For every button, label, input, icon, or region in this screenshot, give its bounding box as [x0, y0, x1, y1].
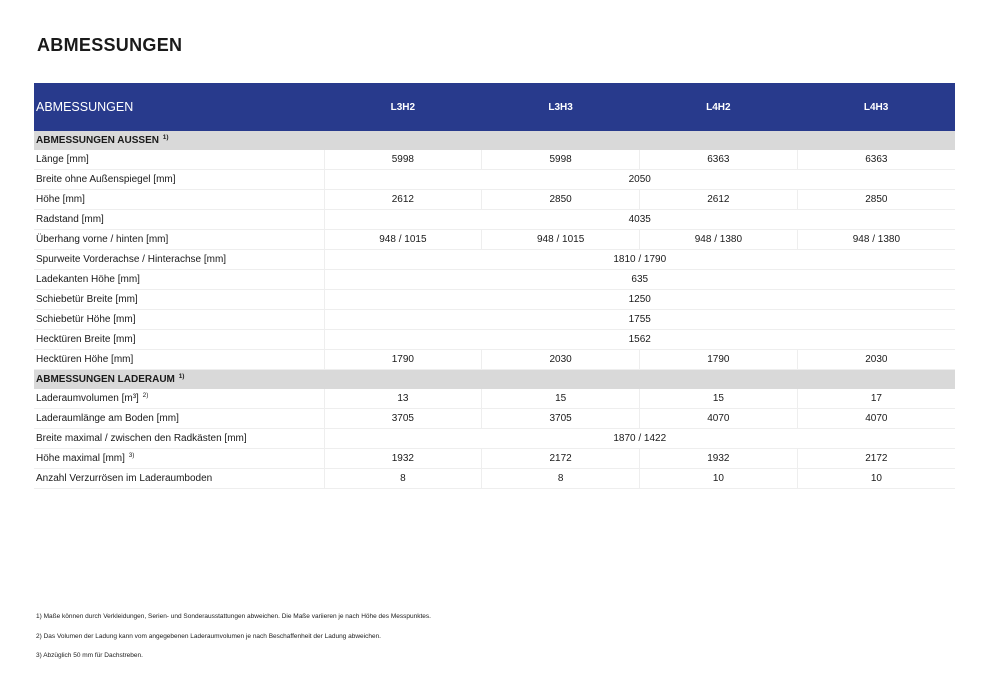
cell-value-span: 1810 / 1790	[324, 250, 955, 270]
table-row	[34, 210, 955, 230]
table-header-row	[34, 83, 955, 131]
table-row	[34, 250, 955, 270]
cell-value: 2030	[482, 350, 640, 370]
row-label-cell	[34, 389, 324, 409]
cell-value-span: 1870 / 1422	[324, 429, 955, 449]
table-row	[34, 310, 955, 330]
variant-header-l4h3: L4H3	[863, 101, 889, 113]
table-row	[34, 290, 955, 310]
table-row	[34, 170, 955, 190]
row-label: Höhe maximal [mm]	[36, 453, 125, 464]
row-label: Radstand [mm]	[34, 210, 324, 230]
cell-value-span: 635	[324, 270, 955, 290]
cell-value: 2612	[324, 190, 482, 210]
footnote-marker: 1)	[162, 134, 169, 141]
cell-value: 1790	[640, 350, 798, 370]
footnote-marker: 3)	[128, 452, 135, 459]
cell-value: 2172	[482, 449, 640, 469]
cell-value: 948 / 1380	[797, 230, 955, 250]
row-label: Hecktüren Breite [mm]	[34, 330, 324, 350]
cell-value: 1790	[324, 350, 482, 370]
cell-value: 2030	[797, 350, 955, 370]
footnote-3: 3) Abzüglich 50 mm für Dachstreben.	[36, 652, 143, 659]
table-row	[34, 190, 955, 210]
row-label: Breite ohne Außenspiegel [mm]	[34, 170, 324, 190]
row-label: Hecktüren Höhe [mm]	[34, 350, 324, 370]
cell-value: 13	[324, 389, 482, 409]
table-row	[34, 350, 955, 370]
page-title: ABMESSUNGEN	[37, 35, 183, 55]
cell-value: 2172	[797, 449, 955, 469]
cell-value: 17	[797, 389, 955, 409]
footnote-2: 2) Das Volumen der Ladung kann vom angegebenen Laderaumvolumen je nach Beschaffenheit der Ladung abweichen.	[36, 632, 381, 640]
table-row	[34, 469, 955, 489]
dimensions-table	[34, 83, 955, 489]
table-row	[34, 270, 955, 290]
row-label: Laderaumvolumen [m³]	[36, 393, 139, 404]
table-row	[34, 429, 955, 449]
cell-value: 1932	[324, 449, 482, 469]
cell-value: 8	[482, 469, 640, 489]
table-row	[34, 449, 955, 469]
cell-value-span: 1562	[324, 330, 955, 350]
cell-value: 15	[640, 389, 798, 409]
cell-value: 3705	[324, 409, 482, 429]
variant-header-l3h3: L3H3	[548, 101, 573, 113]
footnote-marker: 2)	[142, 392, 149, 399]
section-title: ABMESSUNGEN AUSSEN	[36, 135, 159, 146]
cell-value: 2850	[482, 190, 640, 210]
cell-value: 2612	[640, 190, 798, 210]
cell-value: 5998	[482, 150, 640, 170]
cell-value: 15	[482, 389, 640, 409]
cell-value-span: 4035	[324, 210, 955, 230]
row-label: Überhang vorne / hinten [mm]	[34, 230, 324, 250]
table-header-label: ABMESSUNGEN	[36, 100, 134, 114]
footnotes	[36, 612, 431, 671]
cell-value: 10	[640, 469, 798, 489]
cell-value: 8	[324, 469, 482, 489]
table-row	[34, 389, 955, 409]
row-label: Ladekanten Höhe [mm]	[34, 270, 324, 290]
footnote-1: 1) Maße können durch Verkleidungen, Serien- und Sonderausstattungen abweichen. Die Maße variieren je nach Höhe des Messpunktes.	[36, 613, 431, 620]
row-label: Anzahl Verzurrösen im Laderaumboden	[34, 469, 324, 489]
row-label: Laderaumlänge am Boden [mm]	[34, 409, 324, 429]
cell-value: 5998	[324, 150, 482, 170]
section-title-cell	[34, 370, 955, 390]
row-label: Breite maximal / zwischen den Radkästen [mm]	[34, 429, 324, 449]
section-title-cell	[34, 131, 955, 150]
table-row	[34, 230, 955, 250]
variant-header-l3h2: L3H2	[390, 101, 416, 113]
cell-value-span: 1755	[324, 310, 955, 330]
cell-value: 6363	[640, 150, 798, 170]
section-header-laderaum	[34, 370, 955, 390]
cell-value: 948 / 1015	[482, 230, 640, 250]
cell-value-span: 2050	[324, 170, 955, 190]
table-row	[34, 409, 955, 429]
cell-value: 2850	[797, 190, 955, 210]
cell-value: 948 / 1380	[640, 230, 798, 250]
section-title: ABMESSUNGEN LADERAUM	[36, 374, 175, 385]
footnote-marker: 1)	[178, 373, 185, 380]
row-label-cell	[34, 449, 324, 469]
cell-value: 4070	[797, 409, 955, 429]
variant-header-l4h2: L4H2	[706, 101, 731, 113]
row-label: Spurweite Vorderachse / Hinterachse [mm]	[34, 250, 324, 270]
cell-value: 10	[797, 469, 955, 489]
row-label: Schiebetür Höhe [mm]	[34, 310, 324, 330]
cell-value: 4070	[640, 409, 798, 429]
cell-value: 6363	[797, 150, 955, 170]
cell-value: 1932	[640, 449, 798, 469]
table-row	[34, 330, 955, 350]
row-label: Länge [mm]	[34, 150, 324, 170]
table-row	[34, 150, 955, 170]
cell-value-span: 1250	[324, 290, 955, 310]
row-label: Schiebetür Breite [mm]	[34, 290, 324, 310]
cell-value: 3705	[482, 409, 640, 429]
cell-value: 948 / 1015	[324, 230, 482, 250]
section-header-aussen	[34, 131, 955, 150]
row-label: Höhe [mm]	[34, 190, 324, 210]
